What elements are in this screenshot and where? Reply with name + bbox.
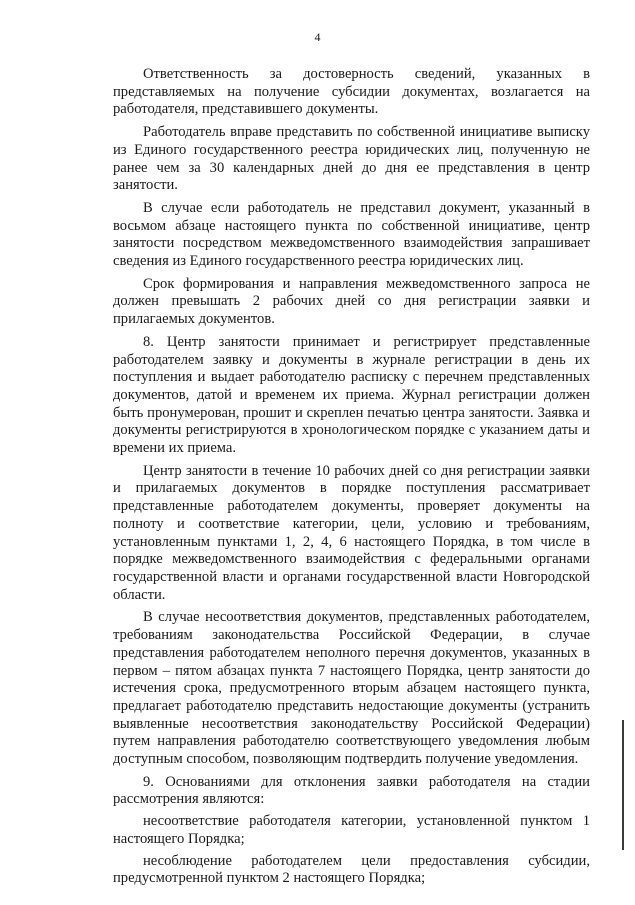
document-body bbox=[113, 66, 590, 892]
list-item-category-mismatch: несоответствие работодателя категории, установленной пунктом 1 настоящего Порядка; bbox=[113, 813, 590, 847]
paragraph-interagency-request: В случае если работодатель не представил документ, указанный в восьмом абзаце настоящего пункта по собственной инициативе, центр занятости посредством межведомственного взаимодействия запрашивает сведения из Единого государственного реестра юридических лиц. bbox=[113, 199, 590, 270]
paragraph-nonconformity: В случае несоответствия документов, представленных работодателем, требованиям законодательства Российской Федерации, в случае представления работодателем неполного перечня документов, указанных в первом – пятом абзацах пункта 7 настоящего Порядка, центр занятости до истечения срока, предусмотренного вторым абзацем настоящего пункта, предлагает работодателю представить недостающие документы (устранить выявленные несоответствия законодательству Российской Федерации) путем направления работодателю соответствующего уведомления любым доступным способом, позволяющим подтвердить получение уведомления. bbox=[113, 609, 590, 768]
list-item-purpose-noncompliance: несоблюдение работодателем цели предоставления субсидии, предусмотренной пунктом 2 настоящего Порядка; bbox=[113, 852, 590, 887]
paragraph-review-period: Центр занятости в течение 10 рабочих дней со дня регистрации заявки и прилагаемых документов в порядке поступления рассматривает представленные работодателем документы, проверяет документы на полноту и соответствие категории, цели, условию и требованиям, установленным пунктами 1, 2, 4, 6 настоящего Порядка, в том числе в порядке межведомственного взаимодействия с федеральными органами государственной власти и органами государственной власти Новгородской области. bbox=[113, 462, 590, 603]
paragraph-request-deadline: Срок формирования и направления межведомственного запроса не должен превышать 2 рабочих дней со дня регистрации заявки и прилагаемых документов. bbox=[113, 275, 590, 328]
paragraph-item-9-grounds: 9. Основаниями для отклонения заявки работодателя на стадии рассмотрения являются: bbox=[113, 773, 590, 808]
page-number: 4 bbox=[314, 30, 321, 44]
paragraph-egrul-extract: Работодатель вправе представить по собственной инициативе выписку из Единого государственного реестра юридических лиц, полученную не ранее чем за 30 календарных дней до дня ее представления в центр занятости. bbox=[113, 124, 590, 194]
paragraph-item-8-registration: 8. Центр занятости принимает и регистрирует представленные работодателем заявку и документы в журнале регистрации в день их поступления и выдает работодателю расписку с перечнем представленных документов, датой и временем их приема. Журнал регистрации должен быть пронумерован, прошит и скреплен печатью центра занятости. Заявка и документы регистрируются в хронологическом порядке с указанием даты и времени их приема. bbox=[113, 333, 590, 457]
paragraph-responsibility: Ответственность за достоверность сведений, указанных в представляемых на получение субсидии документах, возлагается на работодателя, представившего документы. bbox=[113, 66, 590, 118]
scan-margin-line bbox=[622, 720, 624, 850]
